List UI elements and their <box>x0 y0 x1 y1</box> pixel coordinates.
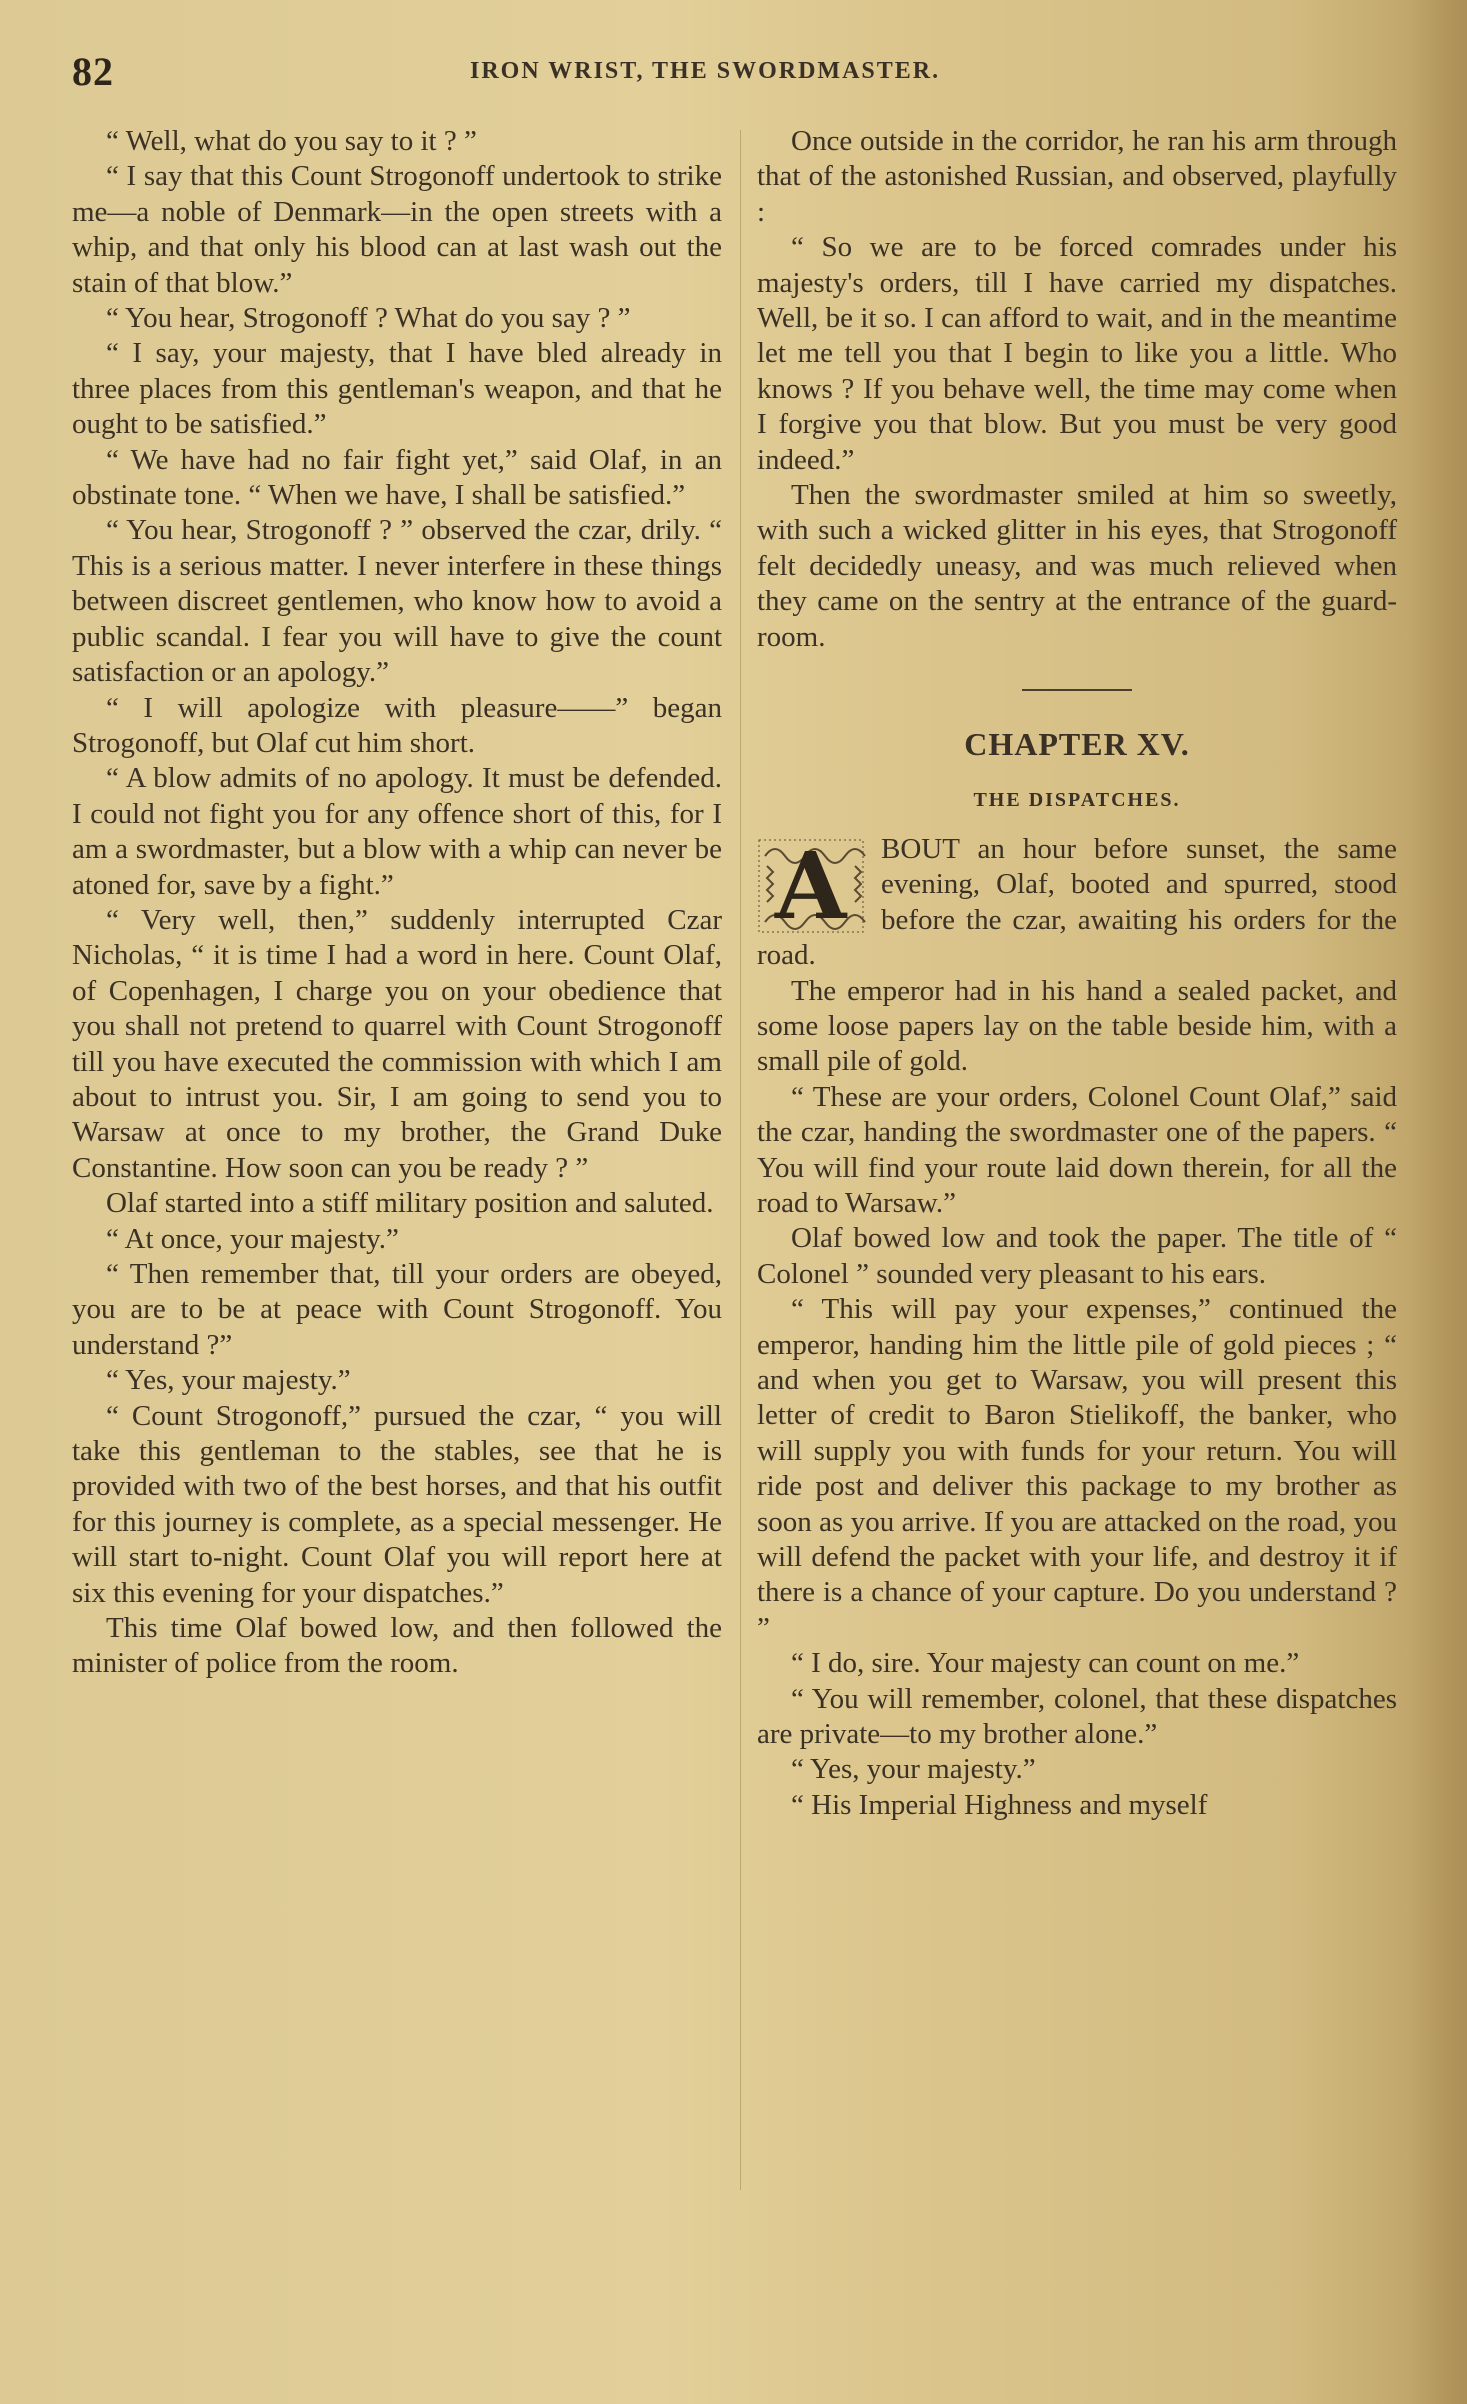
paragraph: Olaf bowed low and took the paper. The title of “ Colonel ” sounded very pleasant to his ears. <box>757 1222 1397 1290</box>
left-column <box>72 124 722 1682</box>
paragraph: “ His Imperial Highness and myself <box>791 1788 1208 1821</box>
paragraph: The emperor had in his hand a sealed packet, and some loose papers lay on the table beside him, with a small pile of gold. <box>757 974 1397 1078</box>
paragraph: “ I say that this Count Strogonoff undertook to strike me—a noble of Denmark—in the open streets with a whip, and that only his blood can at last wash out the stain of that blow.” <box>72 160 722 299</box>
drop-cap-letter: A <box>775 831 847 940</box>
paragraph: “ Well, what do you say to it ? ” <box>106 125 477 157</box>
page-number: 82 <box>72 49 114 94</box>
paragraph: “ Count Strogonoff,” pursued the czar, “ you will take this gentleman to the stables, see that he is provided with two of the best horses, and that his outfit for this journey is complete, as a special messenger. He will start to-night. Count Olaf you will report here at six this evening for your dispatches.” <box>72 1399 722 1609</box>
paragraph: “ I say, your majesty, that I have bled already in three places from this gentleman's weapon, and that he ought to be satisfied.” <box>72 337 722 441</box>
paragraph: “ You hear, Strogonoff ? What do you say ? ” <box>106 302 631 335</box>
paragraph: “ This will pay your expenses,” continued the emperor, handing him the little pile of gold pieces ; “ and when you get to Warsaw, you will present this letter of credit to Baron Stielikoff, the banker, who will supply you with funds for your return. You will ride post and deliver this package to my brother as soon as you arrive. If you are attacked on the road, you will defend the packet with your life, and destroy it if there is a chance of your capture. Do you understand ? ” <box>757 1293 1397 1644</box>
chapter-title: CHAPTER XV. <box>964 726 1190 763</box>
paragraph: “ I do, sire. Your majesty can count on me.” <box>791 1647 1300 1680</box>
column-divider <box>740 130 741 2190</box>
paragraph: “ We have had no fair fight yet,” said Olaf, in an obstinate tone. “ When we have, I shall be satisfied.” <box>72 443 722 512</box>
right-column <box>757 124 1397 1823</box>
paragraph: “ Yes, your majesty.” <box>791 1753 1036 1786</box>
page-edge-shadow <box>1407 0 1467 2404</box>
chapter-opening-paragraph <box>757 832 1397 974</box>
paragraph: This time Olaf bowed low, and then followed the minister of police from the room. <box>72 1612 722 1680</box>
running-title: IRON WRIST, THE SWORDMASTER. <box>470 58 941 84</box>
chapter-opening-text: BOUT an hour before sunset, the same evening, Olaf, booted and spurred, stood before the czar, awaiting his orders for the road. <box>757 832 1397 972</box>
section-divider <box>1022 689 1132 691</box>
paragraph: Then the swordmaster smiled at him so sweetly, with such a wicked glitter in his eyes, that Strogonoff felt decidedly uneasy, and was much relieved when they came on the sentry at the entrance of the guard-room. <box>757 479 1397 653</box>
paragraph: “ A blow admits of no apology. It must be defended. I could not fight you for any offence short of this, for I am a swordmaster, but a blow with a whip can never be atoned for, save by a fight.” <box>72 762 722 901</box>
paragraph: “ Then remember that, till your orders are obeyed, you are to be at peace with Count Strogonoff. You understand ?” <box>72 1258 722 1361</box>
paragraph: “ You hear, Strogonoff ? ” observed the czar, drily. “ This is a serious matter. I never interfere in these things between discreet gentlemen, who know how to avoid a public scandal. I fear you will have to give the count satisfaction or an apology.” <box>72 514 722 689</box>
chapter-subtitle: THE DISPATCHES. <box>973 788 1181 811</box>
paragraph: “ So we are to be forced comrades under his majesty's orders, till I have carried my dispatches. Well, be it so. I can afford to wait, and in the meantime let me tell you that I begin to like you a little. Who knows ? If you behave well, the time may come when I forgive you that blow. But you must be very good indeed.” <box>757 231 1397 476</box>
drop-cap <box>757 831 867 940</box>
paragraph: “ At once, your majesty.” <box>106 1222 399 1255</box>
paragraph: “ Yes, your majesty.” <box>106 1364 351 1397</box>
paragraph: “ These are your orders, Colonel Count Olaf,” said the czar, handing the swordmaster one of the papers. “ You will find your route laid down therein, for all the road to Warsaw.” <box>757 1080 1397 1219</box>
paragraph: “ Very well, then,” suddenly interrupted Czar Nicholas, “ it is time I had a word in here. Count Olaf, of Copenhagen, I charge you on your obedience that you shall not pretend to quarrel with Count Strogonoff till you have executed the commission with which I am about to intrust you. Sir, I am going to send you to Warsaw at once to my brother, the Grand Duke Constantine. How soon can you be ready ? ” <box>72 903 722 1184</box>
paragraph: “ I will apologize with pleasure——” began Strogonoff, but Olaf cut him short. <box>72 691 722 759</box>
paragraph: “ You will remember, colonel, that these dispatches are private—to my brother alone.” <box>757 1682 1397 1751</box>
paragraph: Once outside in the corridor, he ran his arm through that of the astonished Russian, and observed, playfully : <box>757 125 1397 228</box>
paragraph: Olaf started into a stiff military position and saluted. <box>106 1187 714 1220</box>
